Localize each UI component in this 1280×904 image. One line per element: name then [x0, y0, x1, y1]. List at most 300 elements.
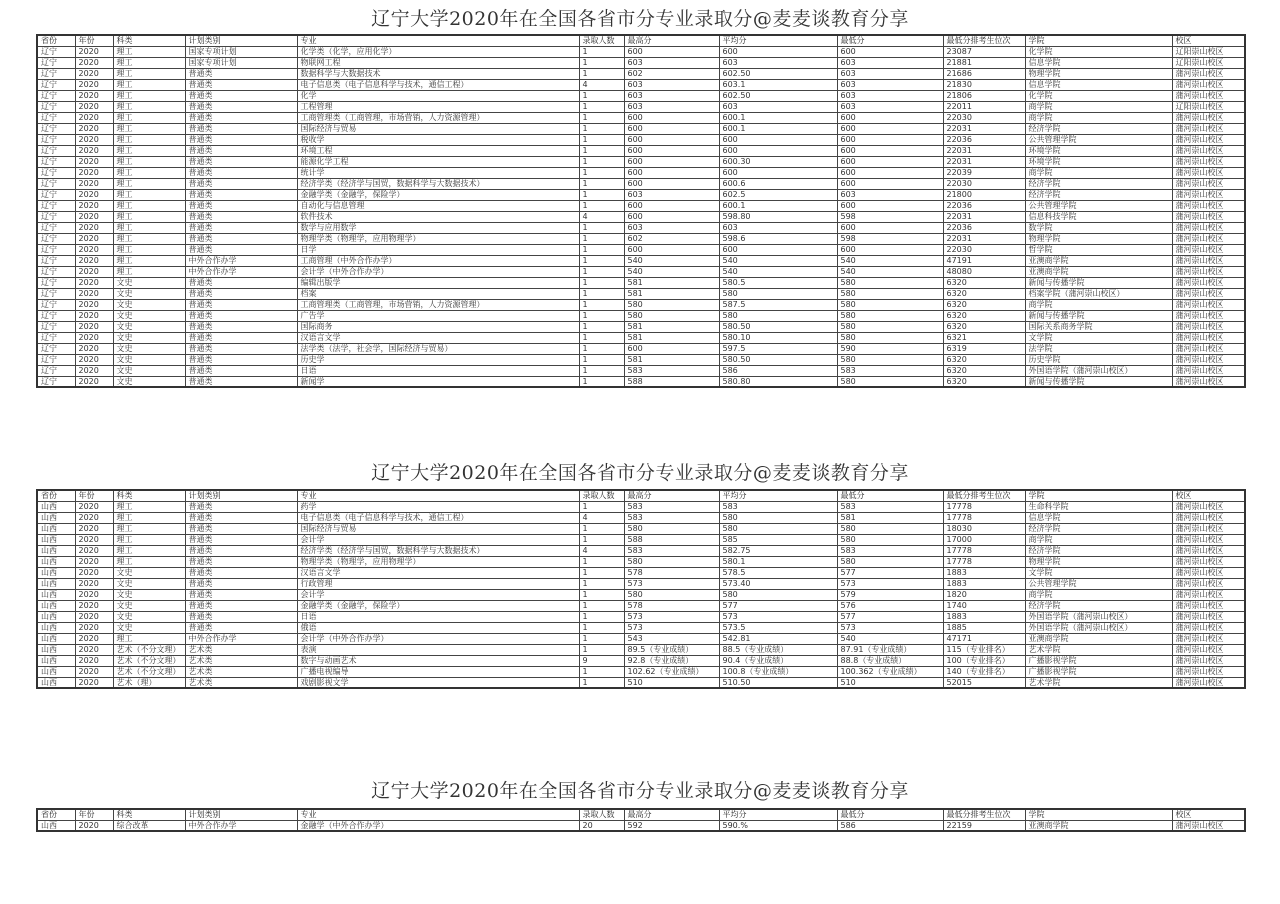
table-cell: 国际经济与贸易 — [297, 523, 579, 534]
table-cell: 艺术学院 — [1025, 677, 1172, 688]
table-cell: 1 — [579, 677, 624, 688]
table-cell: 蒲河崇山校区 — [1172, 310, 1245, 321]
table-cell: 普通类 — [185, 321, 297, 332]
table-cell: 商学院 — [1025, 167, 1172, 178]
table-cell: 电子信息类（电子信息科学与技术，通信工程） — [297, 79, 579, 90]
table-cell: 1 — [579, 534, 624, 545]
table-cell: 582.75 — [719, 545, 837, 556]
table-row — [37, 332, 1245, 343]
table-cell: 辽宁 — [37, 167, 75, 178]
table-cell: 蒲河崇山校区 — [1172, 512, 1245, 523]
table-cell: 辽宁 — [37, 365, 75, 376]
table-cell: 1 — [579, 376, 624, 387]
table-cell: 辽阳崇山校区 — [1172, 101, 1245, 112]
table-cell: 蒲河崇山校区 — [1172, 68, 1245, 79]
table-row — [37, 501, 1245, 512]
table-cell: 1 — [579, 310, 624, 321]
table-cell: 数学与应用数学 — [297, 222, 579, 233]
table-cell: 586 — [719, 365, 837, 376]
table-cell: 581 — [624, 332, 719, 343]
table-cell: 580 — [624, 589, 719, 600]
table-cell: 辽宁 — [37, 211, 75, 222]
table-cell: 540 — [624, 266, 719, 277]
column-header: 省份 — [37, 809, 75, 820]
table-cell: 辽宁 — [37, 222, 75, 233]
table-cell: 普通类 — [185, 211, 297, 222]
table-cell: 2020 — [75, 655, 113, 666]
column-header: 最高分 — [624, 35, 719, 46]
table-cell: 22159 — [943, 820, 1025, 831]
table-cell: 578 — [624, 600, 719, 611]
table-cell: 蒲河崇山校区 — [1172, 567, 1245, 578]
table-cell: 自动化与信息管理 — [297, 200, 579, 211]
table-cell: 文史 — [113, 567, 185, 578]
table-cell: 蒲河崇山校区 — [1172, 299, 1245, 310]
table-cell: 蒲河崇山校区 — [1172, 233, 1245, 244]
table-cell: 蒲河崇山校区 — [1172, 666, 1245, 677]
table-cell: 603 — [624, 79, 719, 90]
table-cell: 蒲河崇山校区 — [1172, 266, 1245, 277]
table-cell: 1 — [579, 365, 624, 376]
table-cell: 理工 — [113, 523, 185, 534]
table-cell: 1 — [579, 90, 624, 101]
table-cell: 哲学院 — [1025, 244, 1172, 255]
table-row — [37, 365, 1245, 376]
table-cell: 普通类 — [185, 178, 297, 189]
table-cell: 环境学院 — [1025, 156, 1172, 167]
table-cell: 辽阳崇山校区 — [1172, 46, 1245, 57]
table-cell: 蒲河崇山校区 — [1172, 545, 1245, 556]
table-cell: 山西 — [37, 644, 75, 655]
table-cell: 600 — [624, 178, 719, 189]
table-cell: 文史 — [113, 589, 185, 600]
table-cell: 4 — [579, 512, 624, 523]
column-header: 专业 — [297, 490, 579, 501]
table-cell: 602 — [624, 233, 719, 244]
table-cell: 普通类 — [185, 123, 297, 134]
table-cell: 87.91（专业成绩） — [837, 644, 943, 655]
column-header: 平均分 — [719, 490, 837, 501]
table-cell: 580 — [837, 534, 943, 545]
table-cell: 1 — [579, 332, 624, 343]
table-cell: 辽宁 — [37, 332, 75, 343]
page-title-2: 辽宁大学2020年在全国各省市分专业录取分@麦麦谈教育分享 — [371, 462, 909, 484]
table-cell: 历史学 — [297, 354, 579, 365]
column-header: 最低分 — [837, 809, 943, 820]
table-cell: 蒲河崇山校区 — [1172, 134, 1245, 145]
table-row — [37, 611, 1245, 622]
table-cell: 蒲河崇山校区 — [1172, 343, 1245, 354]
table-cell: 蒲河崇山校区 — [1172, 79, 1245, 90]
table-row — [37, 145, 1245, 156]
table-cell: 辽宁 — [37, 112, 75, 123]
table-cell: 山西 — [37, 534, 75, 545]
table-row — [37, 321, 1245, 332]
table-cell: 600.1 — [719, 200, 837, 211]
table-cell: 蒲河崇山校区 — [1172, 600, 1245, 611]
table-cell: 6320 — [943, 310, 1025, 321]
table-cell: 588 — [624, 376, 719, 387]
table-cell: 598.80 — [719, 211, 837, 222]
column-header: 平均分 — [719, 35, 837, 46]
table-cell: 经济学院 — [1025, 189, 1172, 200]
table-cell: 文史 — [113, 343, 185, 354]
table-cell: 4 — [579, 211, 624, 222]
column-header: 校区 — [1172, 490, 1245, 501]
table-cell: 2020 — [75, 666, 113, 677]
table-cell: 581 — [837, 512, 943, 523]
column-header: 最低分 — [837, 490, 943, 501]
table-cell: 600.30 — [719, 156, 837, 167]
table-cell: 物理学院 — [1025, 556, 1172, 567]
table-cell: 17778 — [943, 512, 1025, 523]
table-cell: 1883 — [943, 611, 1025, 622]
table-cell: 普通类 — [185, 376, 297, 387]
table-cell: 蒲河崇山校区 — [1172, 244, 1245, 255]
table-cell: 580 — [837, 277, 943, 288]
table-row — [37, 178, 1245, 189]
table-cell: 普通类 — [185, 167, 297, 178]
table-cell: 577 — [719, 600, 837, 611]
table-cell: 化学 — [297, 90, 579, 101]
table-cell: 2020 — [75, 277, 113, 288]
table-cell: 信息学院 — [1025, 512, 1172, 523]
table-cell: 21800 — [943, 189, 1025, 200]
table-cell: 历史学院 — [1025, 354, 1172, 365]
table-cell: 中外合作办学 — [185, 820, 297, 831]
table-cell: 山西 — [37, 677, 75, 688]
table-cell: 573 — [624, 622, 719, 633]
table-cell: 542.81 — [719, 633, 837, 644]
table-cell: 蒲河崇山校区 — [1172, 332, 1245, 343]
table-cell: 工商管理类（工商管理，市场营销，人力资源管理） — [297, 112, 579, 123]
table-cell: 化学院 — [1025, 90, 1172, 101]
table-cell: 603 — [719, 57, 837, 68]
table-cell: 文史 — [113, 332, 185, 343]
table-cell: 583 — [624, 501, 719, 512]
table-cell: 100.362（专业成绩） — [837, 666, 943, 677]
table-cell: 辽宁 — [37, 299, 75, 310]
table-cell: 587.5 — [719, 299, 837, 310]
table-cell: 17778 — [943, 545, 1025, 556]
table-cell: 艺术（不分文理） — [113, 644, 185, 655]
table-cell: 2020 — [75, 354, 113, 365]
table-row — [37, 90, 1245, 101]
table-cell: 辽宁 — [37, 310, 75, 321]
table-cell: 102.62（专业成绩） — [624, 666, 719, 677]
table-cell: 510 — [837, 677, 943, 688]
table-cell: 2020 — [75, 512, 113, 523]
table-row — [37, 820, 1245, 831]
table-cell: 1 — [579, 600, 624, 611]
table-cell: 600 — [837, 178, 943, 189]
table-cell: 普通类 — [185, 600, 297, 611]
table-cell: 金融学类（金融学，保险学） — [297, 600, 579, 611]
table-cell: 辽宁 — [37, 46, 75, 57]
table-cell: 1885 — [943, 622, 1025, 633]
table-cell: 蒲河崇山校区 — [1172, 589, 1245, 600]
column-header: 专业 — [297, 35, 579, 46]
table-cell: 辽宁 — [37, 233, 75, 244]
table-cell: 1 — [579, 589, 624, 600]
table-cell: 603 — [719, 101, 837, 112]
table-cell: 商学院 — [1025, 101, 1172, 112]
table-cell: 辽阳崇山校区 — [1172, 57, 1245, 68]
column-header: 校区 — [1172, 809, 1245, 820]
table-cell: 47191 — [943, 255, 1025, 266]
table-cell: 理工 — [113, 222, 185, 233]
table-row — [37, 567, 1245, 578]
table-cell: 理工 — [113, 112, 185, 123]
score-table-shanxi — [36, 489, 1246, 689]
table-cell: 档案学院（蒲河崇山校区） — [1025, 288, 1172, 299]
table-cell: 理工 — [113, 244, 185, 255]
table-cell: 603 — [719, 222, 837, 233]
table-cell: 6320 — [943, 299, 1025, 310]
table-cell: 583 — [624, 512, 719, 523]
table-cell: 山西 — [37, 556, 75, 567]
table-cell: 1 — [579, 622, 624, 633]
table-cell: 普通类 — [185, 299, 297, 310]
table-cell: 中外合作办学 — [185, 633, 297, 644]
table-cell: 理工 — [113, 512, 185, 523]
table-cell: 540 — [624, 255, 719, 266]
table-cell: 蒲河崇山校区 — [1172, 820, 1245, 831]
table-cell: 2020 — [75, 523, 113, 534]
table-cell: 603 — [837, 101, 943, 112]
table-cell: 510.50 — [719, 677, 837, 688]
column-header: 科类 — [113, 809, 185, 820]
table-cell: 物理学院 — [1025, 233, 1172, 244]
table-cell: 数学院 — [1025, 222, 1172, 233]
table-cell: 603 — [624, 101, 719, 112]
table-cell: 山西 — [37, 600, 75, 611]
table-cell: 山西 — [37, 523, 75, 534]
table-cell: 580.50 — [719, 354, 837, 365]
table-cell: 600 — [837, 244, 943, 255]
table-cell: 573 — [837, 578, 943, 589]
table-cell: 蒲河崇山校区 — [1172, 145, 1245, 156]
table-cell: 1 — [579, 567, 624, 578]
table-cell: 1 — [579, 501, 624, 512]
table-cell: 2020 — [75, 90, 113, 101]
table-cell: 辽宁 — [37, 123, 75, 134]
table-cell: 580 — [624, 556, 719, 567]
table-cell: 22030 — [943, 112, 1025, 123]
table-cell: 文史 — [113, 365, 185, 376]
table-cell: 蒲河崇山校区 — [1172, 288, 1245, 299]
column-header: 计划类别 — [185, 35, 297, 46]
table-cell: 艺术（不分文理） — [113, 666, 185, 677]
table-cell: 理工 — [113, 156, 185, 167]
table-cell: 数据科学与大数据技术 — [297, 68, 579, 79]
table-cell: 2020 — [75, 255, 113, 266]
table-cell: 商学院 — [1025, 112, 1172, 123]
table-cell: 汉语言文学 — [297, 567, 579, 578]
table-cell: 2020 — [75, 589, 113, 600]
table-cell: 艺术类 — [185, 644, 297, 655]
table-cell: 山西 — [37, 512, 75, 523]
table-cell: 文史 — [113, 299, 185, 310]
table-cell: 普通类 — [185, 79, 297, 90]
table-cell: 510 — [624, 677, 719, 688]
table-cell: 22036 — [943, 222, 1025, 233]
table-cell: 山西 — [37, 611, 75, 622]
table-cell: 540 — [719, 255, 837, 266]
table-cell: 602 — [624, 68, 719, 79]
table-cell: 综合改革 — [113, 820, 185, 831]
table-cell: 普通类 — [185, 545, 297, 556]
table-cell: 辽宁 — [37, 354, 75, 365]
table-cell: 47171 — [943, 633, 1025, 644]
table-cell: 602.50 — [719, 68, 837, 79]
table-cell: 573 — [624, 611, 719, 622]
column-header: 专业 — [297, 809, 579, 820]
table-cell: 艺术（不分文理） — [113, 655, 185, 666]
table-cell: 经济学院 — [1025, 523, 1172, 534]
table-cell: 580.1 — [719, 556, 837, 567]
table-cell: 普通类 — [185, 112, 297, 123]
table-cell: 600 — [837, 123, 943, 134]
table-cell: 蒲河崇山校区 — [1172, 365, 1245, 376]
table-cell: 普通类 — [185, 512, 297, 523]
table-cell: 2020 — [75, 57, 113, 68]
table-cell: 理工 — [113, 90, 185, 101]
table-cell: 理工 — [113, 633, 185, 644]
table-cell: 2020 — [75, 343, 113, 354]
table-cell: 工商管理类（工商管理，市场营销，人力资源管理） — [297, 299, 579, 310]
table-row — [37, 112, 1245, 123]
table-cell: 580 — [837, 288, 943, 299]
table-cell: 600 — [719, 167, 837, 178]
table-cell: 600 — [837, 167, 943, 178]
table-cell: 经济学类（经济学与国贸，数据科学与大数据技术） — [297, 545, 579, 556]
table-cell: 蒲河崇山校区 — [1172, 321, 1245, 332]
table-cell: 2020 — [75, 622, 113, 633]
table-cell: 1 — [579, 222, 624, 233]
table-cell: 580 — [837, 523, 943, 534]
table-cell: 88.8（专业成绩） — [837, 655, 943, 666]
table-cell: 经济学院 — [1025, 178, 1172, 189]
table-cell: 亚澳商学院 — [1025, 255, 1172, 266]
table-cell: 新闻与传播学院 — [1025, 376, 1172, 387]
table-cell: 1 — [579, 578, 624, 589]
table-cell: 辽宁 — [37, 134, 75, 145]
table-cell: 公共管理学院 — [1025, 200, 1172, 211]
table-row — [37, 101, 1245, 112]
table-row — [37, 156, 1245, 167]
table-cell: 文学院 — [1025, 567, 1172, 578]
table-cell: 2020 — [75, 545, 113, 556]
table-cell: 蒲河崇山校区 — [1172, 211, 1245, 222]
table-cell: 艺术类 — [185, 677, 297, 688]
table-cell: 国际商务 — [297, 321, 579, 332]
table-cell: 540 — [837, 255, 943, 266]
table-cell: 外国语学院（蒲河崇山校区） — [1025, 365, 1172, 376]
table-cell: 蒲河崇山校区 — [1172, 200, 1245, 211]
column-header: 平均分 — [719, 809, 837, 820]
table-cell: 蒲河崇山校区 — [1172, 123, 1245, 134]
table-cell: 603 — [837, 79, 943, 90]
table-cell: 普通类 — [185, 556, 297, 567]
table-cell: 辽宁 — [37, 277, 75, 288]
table-cell: 国家专项计划 — [185, 57, 297, 68]
table-cell: 蒲河崇山校区 — [1172, 222, 1245, 233]
table-cell: 600.6 — [719, 178, 837, 189]
table-cell: 普通类 — [185, 611, 297, 622]
table-cell: 普通类 — [185, 365, 297, 376]
table-row — [37, 666, 1245, 677]
table-cell: 文史 — [113, 611, 185, 622]
column-header: 年份 — [75, 35, 113, 46]
table-cell: 2020 — [75, 68, 113, 79]
table-cell: 行政管理 — [297, 578, 579, 589]
table-cell: 辽宁 — [37, 90, 75, 101]
column-header: 最高分 — [624, 809, 719, 820]
table-cell: 1 — [579, 343, 624, 354]
table-cell: 普通类 — [185, 233, 297, 244]
table-cell: 1820 — [943, 589, 1025, 600]
table-cell: 辽宁 — [37, 57, 75, 68]
table-cell: 普通类 — [185, 68, 297, 79]
table-cell: 文史 — [113, 622, 185, 633]
table-cell: 环境工程 — [297, 145, 579, 156]
table-cell: 2020 — [75, 644, 113, 655]
column-header: 最低分排考生位次 — [943, 809, 1025, 820]
table-cell: 普通类 — [185, 501, 297, 512]
table-cell: 普通类 — [185, 578, 297, 589]
table-cell: 600.1 — [719, 123, 837, 134]
table-cell: 2020 — [75, 365, 113, 376]
table-cell: 578.5 — [719, 567, 837, 578]
table-cell: 581 — [624, 288, 719, 299]
table-cell: 580 — [837, 321, 943, 332]
table-cell: 580.50 — [719, 321, 837, 332]
table-cell: 蒲河崇山校区 — [1172, 534, 1245, 545]
table-cell: 普通类 — [185, 189, 297, 200]
table-cell: 580 — [837, 310, 943, 321]
table-cell: 2020 — [75, 600, 113, 611]
table-cell: 理工 — [113, 134, 185, 145]
table-cell: 4 — [579, 79, 624, 90]
table-cell: 18030 — [943, 523, 1025, 534]
table-cell: 22031 — [943, 233, 1025, 244]
table-cell: 2020 — [75, 145, 113, 156]
table-cell: 580.80 — [719, 376, 837, 387]
table-cell: 蒲河崇山校区 — [1172, 655, 1245, 666]
table-cell: 600 — [719, 46, 837, 57]
table-cell: 1 — [579, 189, 624, 200]
table-cell: 山西 — [37, 622, 75, 633]
table-cell: 理工 — [113, 68, 185, 79]
table-cell: 化学类（化学，应用化学） — [297, 46, 579, 57]
table-cell: 597.5 — [719, 343, 837, 354]
table-cell: 580.5 — [719, 277, 837, 288]
column-header: 年份 — [75, 809, 113, 820]
table-cell: 普通类 — [185, 567, 297, 578]
table-cell: 21686 — [943, 68, 1025, 79]
table-cell: 603 — [624, 189, 719, 200]
table-cell: 592 — [624, 820, 719, 831]
page-title-1: 辽宁大学2020年在全国各省市分专业录取分@麦麦谈教育分享 — [371, 8, 909, 30]
table-cell: 21830 — [943, 79, 1025, 90]
table-cell: 蒲河崇山校区 — [1172, 376, 1245, 387]
table-cell: 理工 — [113, 233, 185, 244]
table-cell: 2020 — [75, 178, 113, 189]
table-row — [37, 622, 1245, 633]
table-cell: 1 — [579, 523, 624, 534]
table-cell: 23087 — [943, 46, 1025, 57]
